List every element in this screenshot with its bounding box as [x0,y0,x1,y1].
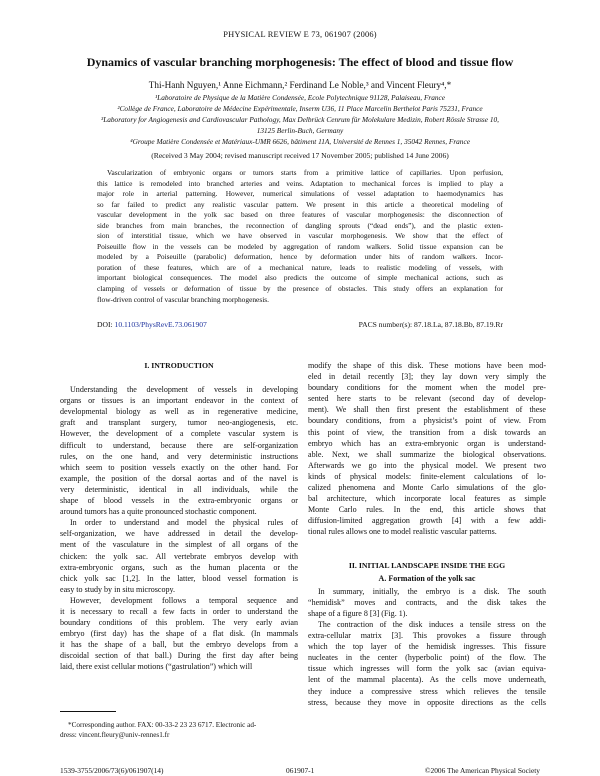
abstract-line: so far failed to predict any realistic vascular pattern. We present in this article a theoretical modeling of [97,199,503,209]
affiliation-3-cont: 13125 Berlin-Buch, Germany [256,126,344,135]
body-text-line: which seem to position vessels exactly on the other hand. For [60,462,298,472]
body-text-line: “hemidisk” moves and contracts, and the disk takes the [308,597,546,607]
body-text-line: ment of the vasculature in the simplest of all organs of the [60,540,298,550]
abstract-line: important biological consequences. The model also predicts the outcome of simple mechanical actions, such as [97,273,503,283]
body-text-line [308,549,546,560]
body-text-line: it is necessary to recall a few facts in order to understand the [60,606,298,616]
abstract-line: clamping of vessels or deformation of tissue by the presence of obstacles. This study offers an explanation for [97,284,503,294]
body-text-line: boundary conditions of this problem. The very early avian [60,618,298,628]
footnote-line: dress: vincent.fleury@univ-rennes1.fr [60,731,170,739]
body-text-line: which the top layer of the hemidisk ingresses. This fissure [308,642,546,652]
right-column [308,360,546,708]
abstract-line: flow-driven control of vascular branching morphogenesis. [97,294,269,304]
section-heading: II. INITIAL LANDSCAPE INSIDE THE EGG [348,560,506,570]
body-text-line: chick yolk sac [1,2]. In the latter, blood vessel formation is [60,573,298,583]
abstract-line: sion of interstitial tissue, which we have observed in vascular morphogenesis. We show that the effect of [97,231,503,241]
body-text-line: eled in detail recently [3]; they lay down very simply the [308,372,546,382]
footer-issn: 1539-3755/2006/73(6)/061907(14) [60,766,164,775]
body-text-line: calized phenomena and Monte Carlo simulations of the glo- [308,483,546,493]
body-text-line: able. Next, we shall summarize the biological observations. [308,449,546,459]
body-text-line [308,538,546,549]
affiliation-1: ¹Laboratoire de Physique de la Matière Condensée, Ecole Polytechnique 91128, Palaiseau, France [154,93,446,102]
body-text-line: embryo (first day) has the shape of a flat disk. (In mammals [60,629,298,639]
body-text-line: self-organization, we have addressed in detail the develop- [60,529,298,539]
body-text-line: they induce a compressive stress which relieves the tensile [308,686,546,696]
body-text-line: shape of blood vessels in the extra-embryonic organs or [60,496,298,506]
body-text-line: embryo which has an extra-embryonic organ is understand- [308,438,546,448]
body-text-line: laid, there exist cellular motions (“gastrulation”) which will [60,662,253,672]
abstract-line: poration of these features, which are of a mechanical nature, leads to realistic modeling of vessels, with [97,262,503,272]
doi-link[interactable]: 10.1103/PhysRevE.73.061907 [114,320,207,329]
paper-title: Dynamics of vascular branching morphogenesis: The effect of blood and tissue flow [86,55,514,69]
affiliation-2: ²Collège de France, Laboratoire de Médecine Expérimentale, Inserm U36, 11 Place Marcelin Berthelot Paris 75231, France [117,104,483,113]
abstract-line: side branches from main branches, the reconnection of dangling sprouts (“dead ends”), and the plastic exten- [97,220,503,230]
subsection-heading: A. Formation of the yolk sac [378,573,476,583]
author-list: Thi-Hanh Nguyen,¹ Anne Eichmann,² Ferdinand Le Noble,³ and Vincent Fleury⁴,* [148,80,452,90]
abstract-line: Poiseuille flow in the vessels can be modeled by aggregation of random walkers. Solid tissue expansion can be [97,241,503,251]
body-text-line: lent of the mammal placenta). As the cells move underneath, [308,675,546,685]
pacs-numbers: PACS number(s): 87.18.La, 87.18.Bb, 87.19.Rr [358,320,503,329]
body-text-line: around tumors has a quite pronounced stochastic component. [60,507,257,517]
body-text-line: In summary, initially, the embryo is a disk. The south [318,586,546,596]
section-heading: I. INTRODUCTION [144,361,214,370]
body-text-line: very deterministic, identical in all individuals, while the [60,484,298,494]
running-head: PHYSICAL REVIEW E 73, 061907 (2006) [223,30,377,39]
left-column [60,360,298,673]
body-text-line: sented here starts to be relevant (second day of develop- [308,394,546,404]
body-text-line: However, development follows a temporal sequence and [70,595,298,605]
footer-page-number: 061907-1 [286,766,315,775]
affiliations [40,92,560,147]
abstract-line: Vascularization of embryonic organs or tumors starts from a primitive lattice of capillaries. Upon perfusion, [107,168,503,177]
received-dates: (Received 3 May 2004; revised manuscript received 17 November 2005; published 14 June 2006) [151,151,449,160]
body-text-line: diffusion-limited aggregation growth [4] with a few addi- [308,516,546,526]
body-text-line: boundary conditions, from a physicist’s point of view. From [308,416,546,426]
body-text-line: organs or tissues is an important endeavor in the context of [60,396,298,406]
body-text-line: chicken: the yolk sac. All vertebrate embryos develop with [60,551,298,561]
body-text-line: tissue which ingresses will form the yolk sac (avian equiva- [308,664,546,674]
body-text-line: discoidal section of that ball.) During the first day after being [60,651,298,661]
abstract [97,168,503,305]
body-text-line: However, the development of a complete vascular system is [60,429,298,439]
body-text-line: In order to understand and model the physical rules of [70,518,298,528]
body-text-line: easy to study by in situ microscopy. [60,584,176,594]
body-text-line: rules, on the one hand, and very deterministic instructions [60,451,298,461]
body-text-line: bal architecture, which incorporate local features as simple [308,494,546,504]
body-text-line: modify the shape of this disk. These motions have been mod- [308,361,546,370]
footnote-line: *Corresponding author. FAX: 00-33-2 23 23 6717. Electronic ad- [68,721,257,729]
abstract-line: modeled by a Poiseuille (parabolic) deformation, hence by deformation under hits of random walkers. Incor- [97,252,503,262]
body-text-line: stress, because they move in opposite directions as the cells [308,697,546,707]
body-text-line: The contraction of the disk induces a tensile stress on the [318,619,546,629]
footnote-rule [60,711,116,712]
doi-label: DOI: [97,320,113,329]
body-text-line: nucleates in the center (hyperbolic point) of the flow. The [308,653,546,663]
body-text-line: example, the position of the dorsal aortas and of the navel is [60,473,298,483]
body-text-line: developmental biology as well as in regenerative medicine, [60,407,298,417]
doi-pacs-line [97,319,503,330]
body-text-line: graft and transplant surgery, tumor neo-angiogenesis, etc. [60,418,298,428]
body-text-line: Understanding the development of vessels in developing [70,385,298,395]
body-text-line: it has the shape of a ball, but the embryo develops from a [60,640,298,650]
body-text-line: Monte Carlo rules. In the end, this article shows that [308,505,546,515]
affiliation-3: ³Laboratory for Angiogenesis and Cardiovascular Pathology, Max Delbrück Cenrum für Molekulare Medizin, Robert Rössle Strasse 10, [101,115,499,124]
abstract-line: this lattice is remodeled into branched arteries and veins. Adaptation to mechanical forces is implied to play a [97,178,503,188]
affiliation-4: ⁴Groupe Matière Condensée et Matériaux-UMR 6626, bâtiment 11A, Université de Rennes 1, 35042 Rennes, France [130,137,470,146]
abstract-line: major role in arterial patterning. However, numerical simulations of vessel adaptation to haemodynamics has [97,189,503,199]
footer-copyright: ©2006 The American Physical Society [424,766,540,775]
body-text-line: Afterwards we go into the physical model. We present two [308,460,546,470]
body-text-line: extra-embryonic organs, such as the human placenta or the [60,562,298,572]
body-text-line: this point of view, the transition from a disk towards an [308,427,546,437]
body-text-line [60,373,298,384]
body-text-line: kinds of physical models: finite-element calculations of lo- [308,471,546,481]
body-text-line: boundary conditions for the moment when the model pre- [308,383,546,393]
body-text-line: tional rules allows one to model realistic vascular patterns. [308,527,497,537]
body-text-line: shape of a figure 8 [3] (Fig. 1). [308,608,408,618]
body-text-line: ment). We shall then first present the establishment of these [308,405,546,415]
body-text-line: difficult to understand, because there are self-organization [60,440,298,450]
abstract-line: vascular development in the yolk sac based on three features of vascular morphogenesis: the disconnection of [97,210,503,220]
footnote [60,720,298,740]
body-text-line: extra-cellular matrix [3]. This provokes a fissure through [308,631,546,641]
